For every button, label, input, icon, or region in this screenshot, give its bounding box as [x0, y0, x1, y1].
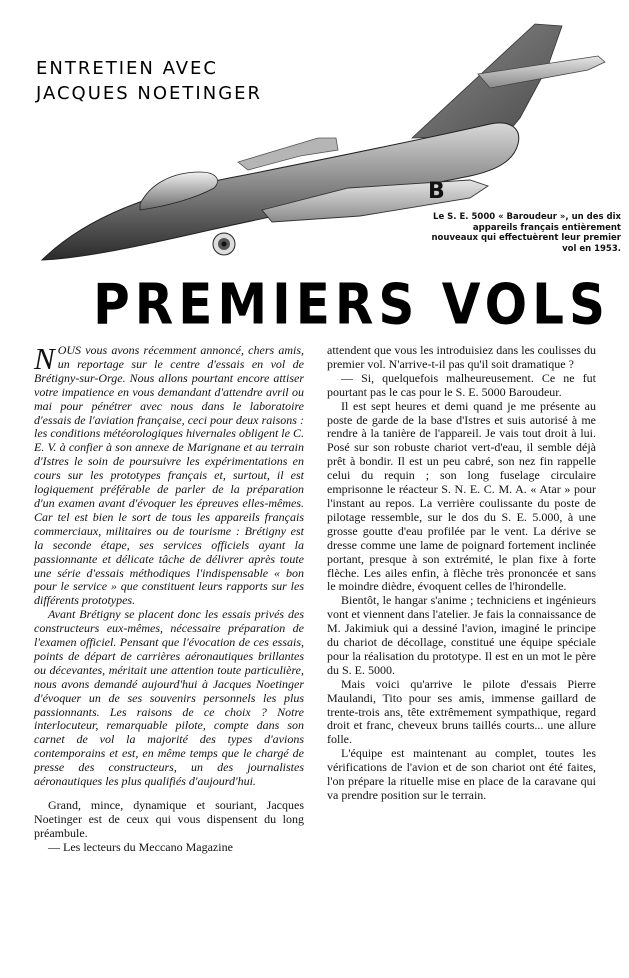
- text-column-left: [34, 341, 304, 855]
- tail-code: B: [428, 179, 445, 204]
- intro-paragraph-2: Avant Brétigny se placent donc les essais privés des constructeurs eux-mêmes, nécessaire préparation de l'examen officiel. Pensant que l'évocation de ces essais, points de départ de carrières aéronautiques brillantes ou décevantes, méritait une attention toute particulière, nous avons demandé aujourd'hui à Jacques Noetinger d'évoquer un de ses souvenirs personnels les plus passionnants. Les raisons de ce choix ? Notre interlocuteur, remarquable pilote, compte dans son carnet de vol la majorité des types d'avions contemporains et est, en même temps que le chargé de presse des constructeurs, un des journalistes aéronautiques les plus qualifiés d'aujourd'hui.: [34, 607, 304, 789]
- kicker-line-1: ENTRETIEN AVEC: [36, 58, 218, 79]
- kicker-line-2: JACQUES NOETINGER: [36, 83, 263, 104]
- body-paragraph: Il est sept heures et demi quand je me présente au poste de garde de la base d'Istres et suis autorisé à me rendre à la tanière de l'appareil. Je vais tout droit à lui. Posé sur son robuste chariot vert-d'eau, il semble déjà prêt à bondir. Il est un peu cabré, son nez fin rappelle celui du requin ; son long fuselage circulaire emprisonne le réacteur S. N. E. C. M. A. « Atar » pour l'instant au repos. La verrière coulissante du poste de pilotage ressemble, sur le dos du S. E. 5.000, à une grosse goutte d'eau profilée par le vent. La dérive se dresse comme une lame de poignard fortement inclinée portant, presque à son extrémité, le plan fixe à forte flèche. Les ailes enfin, à flèche très prononcée et sans le moindre dièdre, évoquent celles de l'hirondelle.: [327, 398, 596, 594]
- intro-paragraph-1: NOUS vous avons récemment annoncé, chers amis, un reportage sur le centre d'essais en vol de Brétigny-sur-Orge. Nous allons pourtant encore attiser votre impatience en vous demandant d'attendre avril ou mai pour pénétrer avec nous dans le laboratoire d'essais de l'aviation française, ceci pour deux raisons : les conditions météorologiques hivernales obligent le C. E. V. à confier à son annexe de Marignane et au terrain d'Istres le soin de poursuivre les expérimentations en cours sur les prototypes français et, surtout, il est logiquement préférable de parler de la préparation d'un examen avant d'évoquer les épreuves elles-mêmes. Car tel est bien le sort de tous les appareils français commerciaux, militaires ou de tourisme : Brétigny est la seconde étape, ses services officiels ayant la passionnante et délicate tâche de délivrer après toute une série d'essais méthodiques l'indispensable « bon pour le service » que constituent leurs rapports sur les différents prototypes.: [34, 341, 304, 608]
- body-paragraph: attendent que vous les introduisiez dans les coulisses du premier vol. N'arrive-t-il pas qu'il soit dramatique ?: [327, 343, 596, 371]
- body-paragraph: Grand, mince, dynamique et souriant, Jacques Noetinger est de ceux qui vous dispensent du long préambule.: [34, 798, 304, 840]
- body-paragraph: Bientôt, le hangar s'anime ; techniciens et ingénieurs vont et viennent dans l'atelier. Je fais la connaissance de M. Jakimiuk qui a dessiné l'avion, imaginé le principe du chariot de décollage, constitué une équipe spéciale pour la réalisation du prototype. Il est en un mot le père du S. E. 5000.: [327, 593, 596, 677]
- body-paragraph: Mais voici qu'arrive le pilote d'essais Pierre Maulandi, Tito pour ses amis, immense gaillard de trente-trois ans, tête extrêmement sympathique, regard droit et franc, cheveux bruns taillés courts... une allure folle.: [327, 676, 596, 747]
- article-headline: PREMIERS VOLS: [93, 272, 610, 337]
- body-paragraph: — Si, quelquefois malheureusement. Ce ne fut pourtant pas le cas pour le S. E. 5000 Baroudeur.: [327, 370, 596, 399]
- roundel: [213, 233, 235, 255]
- drop-cap: N: [34, 341, 55, 376]
- text-column-right: [327, 344, 596, 803]
- figure-caption: Le S. E. 5000 « Baroudeur », un des dix appareils français entièrement nouveaux qui effectuèrent leur premier vol en 1953.: [431, 212, 621, 254]
- body-paragraph: L'équipe est maintenant au complet, toutes les vérifications de l'avion et de son chariot ont été faites, l'on prépare la rituelle mise en place de la caravane qui va prendre position sur le terrain.: [327, 746, 596, 802]
- body-paragraph: — Les lecteurs du Meccano Magazine: [48, 839, 233, 854]
